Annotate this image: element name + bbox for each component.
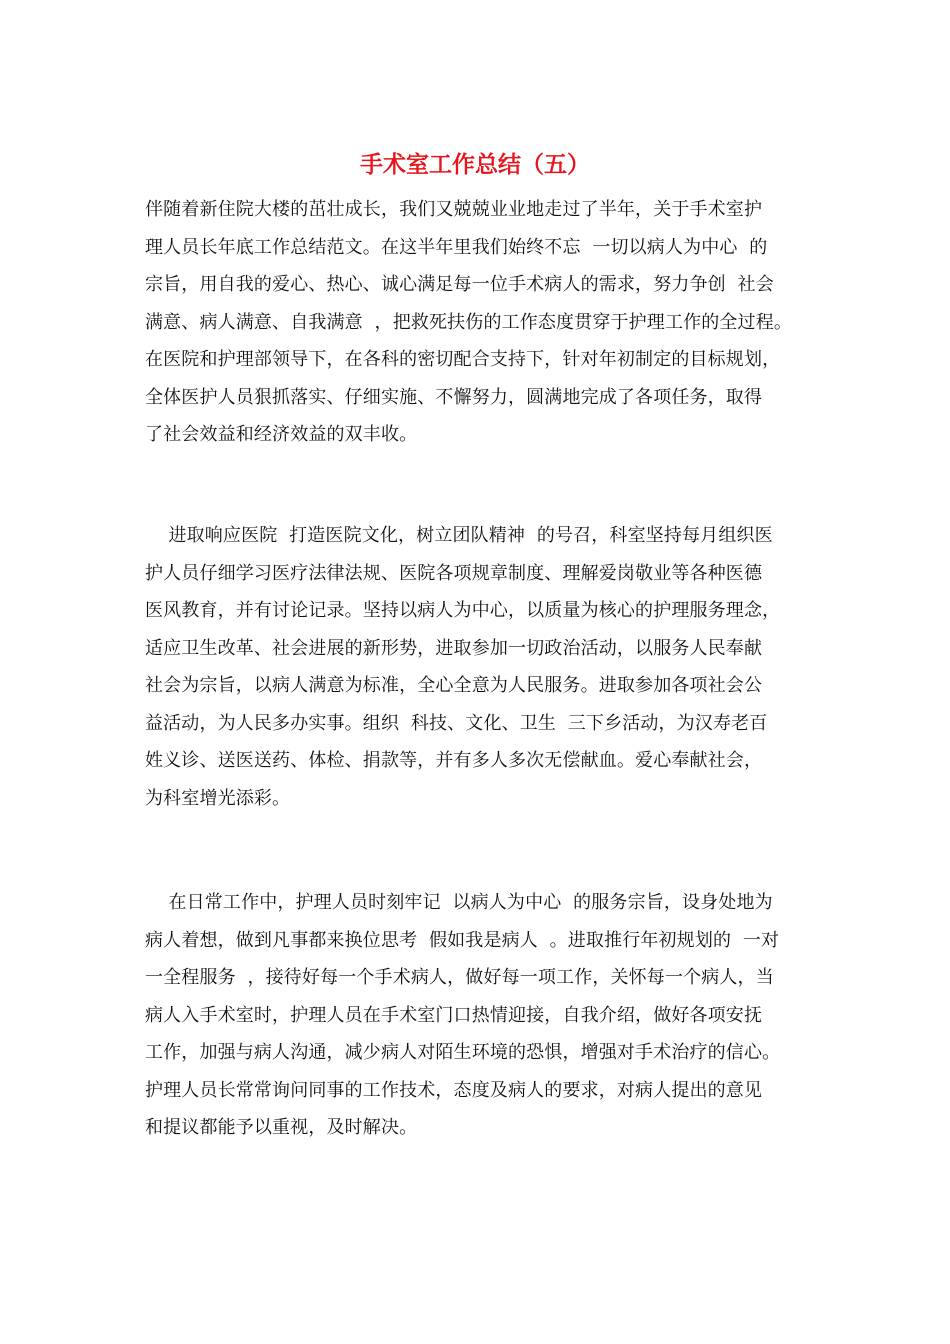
paragraph-line: 伴随着新住院大楼的茁壮成长，我们又兢兢业业地走过了半年，关于手术室护 <box>145 199 763 220</box>
paragraph-line: 宗旨，用自我的爱心、热心、诚心满足每一位手术病人的需求，努力争创 社会 <box>145 274 774 295</box>
paragraph-line: 理人员长年底工作总结范文。在这半年里我们始终不忘 一切以病人为中心 的 <box>145 236 768 258</box>
paragraph-3 <box>145 884 815 1147</box>
paragraph-line: 医风教育，并有讨论记录。坚持以病人为中心，以质量为核心的护理服务理念， <box>145 600 781 621</box>
paragraph-line: 一全程服务 ，接待好每一个手术病人，做好每一项工作，关怀每一个病人，当 <box>145 967 774 988</box>
paragraph-line: 在医院和护理部领导下，在各科的密切配合支持下，针对年初制定的目标规划， <box>145 349 781 370</box>
paragraph-line: 了社会效益和经济效益的双丰收。 <box>145 424 418 445</box>
paragraph-line: 护理人员长常常询问同事的工作技术，态度及病人的要求，对病人提出的意见 <box>145 1079 763 1101</box>
paragraph-line: 病人入手术室时，护理人员在手术室门口热情迎接，自我介绍，做好各项安抚 <box>145 1004 763 1026</box>
paragraph-line: 护人员仔细学习医疗法律法规、医院各项规章制度、理解爱岗敬业等各种医德 <box>145 562 763 584</box>
document-title: 手术室工作总结（五） <box>360 152 590 178</box>
paragraph-line: 益活动，为人民多办实事。组织 科技、文化、卫生 三下乡活动，为汉寿老百 <box>145 712 768 734</box>
paragraph-line: 全体医护人员狠抓落实、仔细实施、不懈努力，圆满地完成了各项任务，取得 <box>145 386 763 408</box>
paragraph-line: 姓义诊、送医送药、体检、捐款等，并有多人多次无偿献血。爱心奉献社会， <box>145 750 763 771</box>
paragraph-line: 进取响应医院 打造医院文化，树立团队精神 的号召，科室坚持每月组织医 <box>145 525 773 546</box>
paragraph-line: 社会为宗旨，以病人满意为标准，全心全意为人民服务。进取参加各项社会公 <box>145 675 763 696</box>
paragraph-line: 在日常工作中，护理人员时刻牢记 以病人为中心 的服务宗旨，设身处地为 <box>145 892 773 913</box>
paragraph-line: 工作，加强与病人沟通，减少病人对陌生环境的恐惧，增强对手术治疗的信心。 <box>145 1042 781 1063</box>
paragraph-line: 和提议都能予以重视，及时解决。 <box>145 1117 418 1138</box>
paragraph-2 <box>145 517 815 817</box>
paragraph-line: 病人着想，做到凡事都来换位思考 假如我是病人 。进取推行年初规划的 一对 <box>145 929 780 951</box>
paragraph-line: 为科室增光添彩。 <box>145 787 291 809</box>
paragraph-line: 适应卫生改革、社会进展的新形势，进取参加一切政治活动，以服务人民奉献 <box>145 637 763 659</box>
paragraph-1 <box>145 191 815 454</box>
paragraph-line: 满意、病人满意、自我满意 ，把救死扶伤的工作态度贯穿于护理工作的全过程。 <box>145 311 792 333</box>
